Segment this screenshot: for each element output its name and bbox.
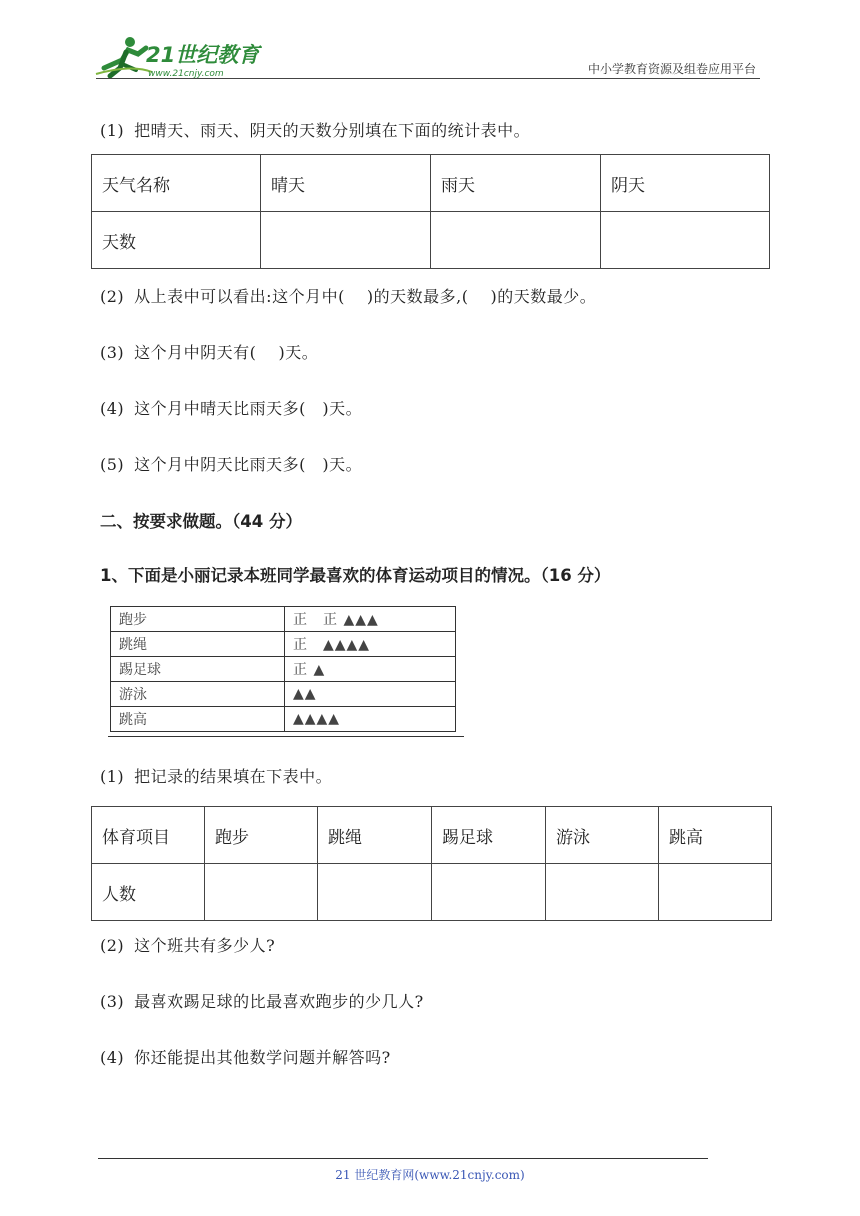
- answer-cell[interactable]: [546, 864, 659, 921]
- table-header-cell: 雨天: [431, 155, 601, 212]
- tally-marks: 正 ▲: [285, 657, 456, 682]
- answer-cell[interactable]: [431, 212, 601, 269]
- tally-marks: 正 正 ▲▲▲: [285, 607, 456, 632]
- table-header-cell: 体育项目: [92, 807, 205, 864]
- sports-problem-title: 1、下面是小丽记录本班同学最喜欢的体育运动项目的情况。（16 分）: [100, 566, 611, 585]
- answer-cell[interactable]: [205, 864, 318, 921]
- table-header-cell: 游泳: [546, 807, 659, 864]
- table-header-cell: 晴天: [261, 155, 431, 212]
- section-heading: 二、按要求做题。（44 分）: [100, 512, 302, 531]
- header-divider: [96, 78, 760, 79]
- site-logo: [92, 34, 262, 82]
- answer-cell[interactable]: [601, 212, 770, 269]
- sports-question-4: (4) 你还能提出其他数学问题并解答吗?: [100, 1048, 391, 1067]
- footer-divider: [98, 1158, 708, 1159]
- weather-question-5: (5) 这个月中阴天比雨天多( )天。: [100, 455, 363, 474]
- sports-question-2: (2) 这个班共有多少人?: [100, 936, 276, 955]
- tally-item: 游泳: [111, 682, 285, 707]
- sports-table: [91, 806, 772, 921]
- answer-cell[interactable]: [432, 864, 546, 921]
- weather-question-3: (3) 这个月中阴天有( )天。: [100, 343, 319, 362]
- tally-record-table: [110, 606, 456, 732]
- answer-cell[interactable]: [261, 212, 431, 269]
- table-header-cell: 跳绳: [318, 807, 432, 864]
- tally-marks: ▲▲: [285, 682, 456, 707]
- table-header-cell: 天气名称: [92, 155, 261, 212]
- tally-item: 跳绳: [111, 632, 285, 657]
- weather-question-1: (1) 把晴天、雨天、阴天的天数分别填在下面的统计表中。: [100, 121, 531, 140]
- answer-cell[interactable]: [318, 864, 432, 921]
- tally-item: 跳高: [111, 707, 285, 732]
- answer-cell[interactable]: [659, 864, 772, 921]
- table-row-label: 人数: [92, 864, 205, 921]
- tally-marks: 正 ▲▲▲▲: [285, 632, 456, 657]
- tally-item: 跑步: [111, 607, 285, 632]
- weather-question-2: (2) 从上表中可以看出:这个月中( )的天数最多,( )的天数最少。: [100, 287, 597, 306]
- sports-question-3: (3) 最喜欢踢足球的比最喜欢跑步的少几人?: [100, 992, 424, 1011]
- weather-table: [91, 154, 770, 269]
- footer-text: 21 世纪教育网(www.21cnjy.com): [335, 1168, 525, 1182]
- sports-question-1: (1) 把记录的结果填在下表中。: [100, 767, 333, 786]
- table-header-cell: 跑步: [205, 807, 318, 864]
- table-row-label: 天数: [92, 212, 261, 269]
- table-header-cell: 阴天: [601, 155, 770, 212]
- table-header-cell: 跳高: [659, 807, 772, 864]
- tally-underline: [108, 736, 464, 737]
- table-header-cell: 踢足球: [432, 807, 546, 864]
- weather-question-4: (4) 这个月中晴天比雨天多( )天。: [100, 399, 363, 418]
- tally-item: 踢足球: [111, 657, 285, 682]
- svg-text:www.21cnjy.com: www.21cnjy.com: [148, 69, 224, 79]
- svg-text:21世纪教育: 21世纪教育: [146, 43, 260, 67]
- tally-marks: ▲▲▲▲: [285, 707, 456, 732]
- platform-name: 中小学教育资源及组卷应用平台: [587, 62, 756, 76]
